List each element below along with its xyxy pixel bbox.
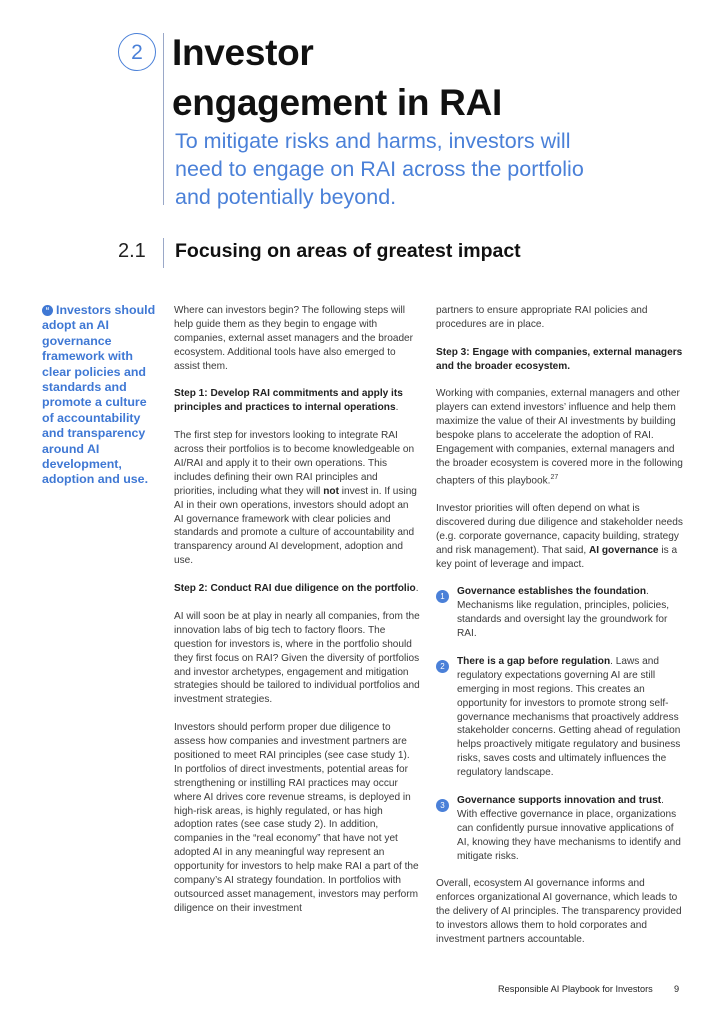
paragraph: Overall, ecosystem AI governance informs and enforces organizational AI governance, which leads to the delivery of AI principles. The transparency provided to investors allows them to hold corporates and investment partners accountable. [436, 878, 682, 946]
item-text: . Mechanisms like regulation, principles, policies, standards and oversight lay the groundwork for RAI. [457, 586, 670, 640]
chapter-number-badge: 2 [118, 33, 156, 71]
subtitle-line1: To mitigate risks and harms, investors will [175, 129, 571, 153]
section-number: 2.1 [118, 240, 146, 262]
item-number-badge: 3 [436, 799, 449, 812]
item-number-badge: 2 [436, 660, 449, 673]
section-divider [163, 238, 164, 268]
numbered-item [436, 585, 684, 641]
paragraph-text: The first step for investors looking to integrate RAI across their portfolios is to become knowledgeable on AI/RAI and apply it to their own operations. This includes defining their own RAI principles and priorities, including what they will [174, 430, 415, 497]
body-column-2 [436, 304, 684, 961]
step1-heading [174, 387, 420, 415]
step3-heading-text: Step 3: Engage with companies, external managers and the broader ecosystem. [436, 346, 683, 372]
item-heading: Governance supports innovation and trust [457, 794, 662, 806]
footer-title: Responsible AI Playbook for Investors [498, 984, 653, 994]
chapter-title-line1: Investor [172, 32, 314, 73]
step2-heading-text: Step 2: Conduct RAI due diligence on the portfolio [174, 583, 416, 595]
paragraph-text: Investor priorities will often depend on what is discovered during due diligence and stakeholder needs (e.g. corporate governance, capacity building, strategy and risk management). That said, [436, 503, 683, 556]
paragraph [436, 387, 684, 488]
pull-quote-text: Investors should adopt an AI governance framework with clear policies and standards and promote a culture of accountability and transparency around AI development, adoption and use. [42, 303, 156, 487]
step1-heading-text: Step 1: Develop RAI commitments and apply its principles and practices to internal operations [174, 388, 403, 414]
chapter-subtitle [175, 127, 675, 211]
footnote-ref[interactable]: 27 [550, 473, 559, 481]
chapter-title-line2: engagement in RAI [172, 82, 502, 123]
item-heading: There is a gap before regulation [457, 655, 611, 667]
item-number-badge: 1 [436, 590, 449, 603]
paragraph-text: is a key point of leverage and impact. [436, 544, 678, 570]
quote-icon: “ [42, 305, 53, 316]
paragraph-emphasis: AI governance [588, 544, 659, 556]
item-text: . With effective governance in place, organizations can confidently pursue innovative applications of AI, knowing they have mechanisms to identify and mitigate risks. [457, 794, 681, 862]
paragraph [436, 502, 684, 572]
subtitle-line3: and potentially beyond. [175, 185, 397, 209]
step1-heading-end: . [395, 402, 399, 414]
numbered-item [436, 655, 684, 780]
item-text: . Laws and regulatory expectations governing AI are still emerging in most regions. This creates an opportunity for investors to promote strong self-governance mechanisms that proactively address stakeholder concerns. Getting ahead of regulation helps proactively mitigate regulatory and business risks, saves costs and ultimately influences the regulatory landscape. [457, 655, 681, 779]
paragraph-text: Working with companies, external managers and other players can extend investors’ influence and help them maximize the value of their AI investments by building bespoke plans to accelerate the adoption of RAI. Engagement with companies, external managers and the broader ecosystem is covered more in the following chapters of this playbook. [436, 388, 683, 487]
paragraph-emphasis: not [323, 485, 339, 497]
item-heading: Governance establishes the foundation [457, 586, 647, 598]
paragraph: Where can investors begin? The following steps will help guide them as they begin to engage with companies, external asset managers and the broader ecosystem. Additional tools have also emerged to assist them. [174, 305, 414, 372]
chapter-divider [163, 33, 164, 205]
paragraph: partners to ensure appropriate RAI policies and procedures are in place. [436, 305, 648, 330]
subtitle-line2: need to engage on RAI across the portfolio [175, 157, 584, 181]
numbered-item [436, 794, 684, 864]
paragraph-text: invest in. If using AI in their own operations, investors should adopt an AI governance framework with clear policies and standards and promote a culture of accountability and transparency around AI development, adoption and use. [174, 485, 417, 567]
section-title: Focusing on areas of greatest impact [175, 240, 521, 262]
paragraph: Investors should perform proper due diligence to assess how companies and investment partners are positioned to meet RAI principles (see case study 1). In portfolios of direct investments, potential areas for strengthening or instilling RAI practices may occur where AI drives core revenue streams, is deployed in high-risk areas, is highly regulated, or has high adoption rates (see case study 2). In addition, companies in the “real economy” that have not yet adopted AI in any meaningful way represent an opportunity for investors to help make RAI a part of the company’s AI strategy foundation. In portfolios with outsourced asset management, investors may perform diligence on their investment [174, 722, 419, 914]
chapter-title [172, 28, 692, 128]
pull-quote [42, 303, 157, 488]
step2-heading [174, 582, 420, 596]
body-column-1 [174, 304, 420, 930]
step2-heading-end: . [415, 583, 419, 595]
paragraph: AI will soon be at play in nearly all companies, from the innovation labs of big tech to factory floors. The question for investors is, where in the portfolio should they first focus on RAI? Given the diversity of portfolios and investor archetypes, engagement and mitigation strategies should be tailored to individual portfolios and investment strategies. [174, 610, 420, 706]
step3-heading [436, 346, 684, 374]
page-number: 9 [674, 984, 680, 994]
paragraph [174, 429, 420, 568]
